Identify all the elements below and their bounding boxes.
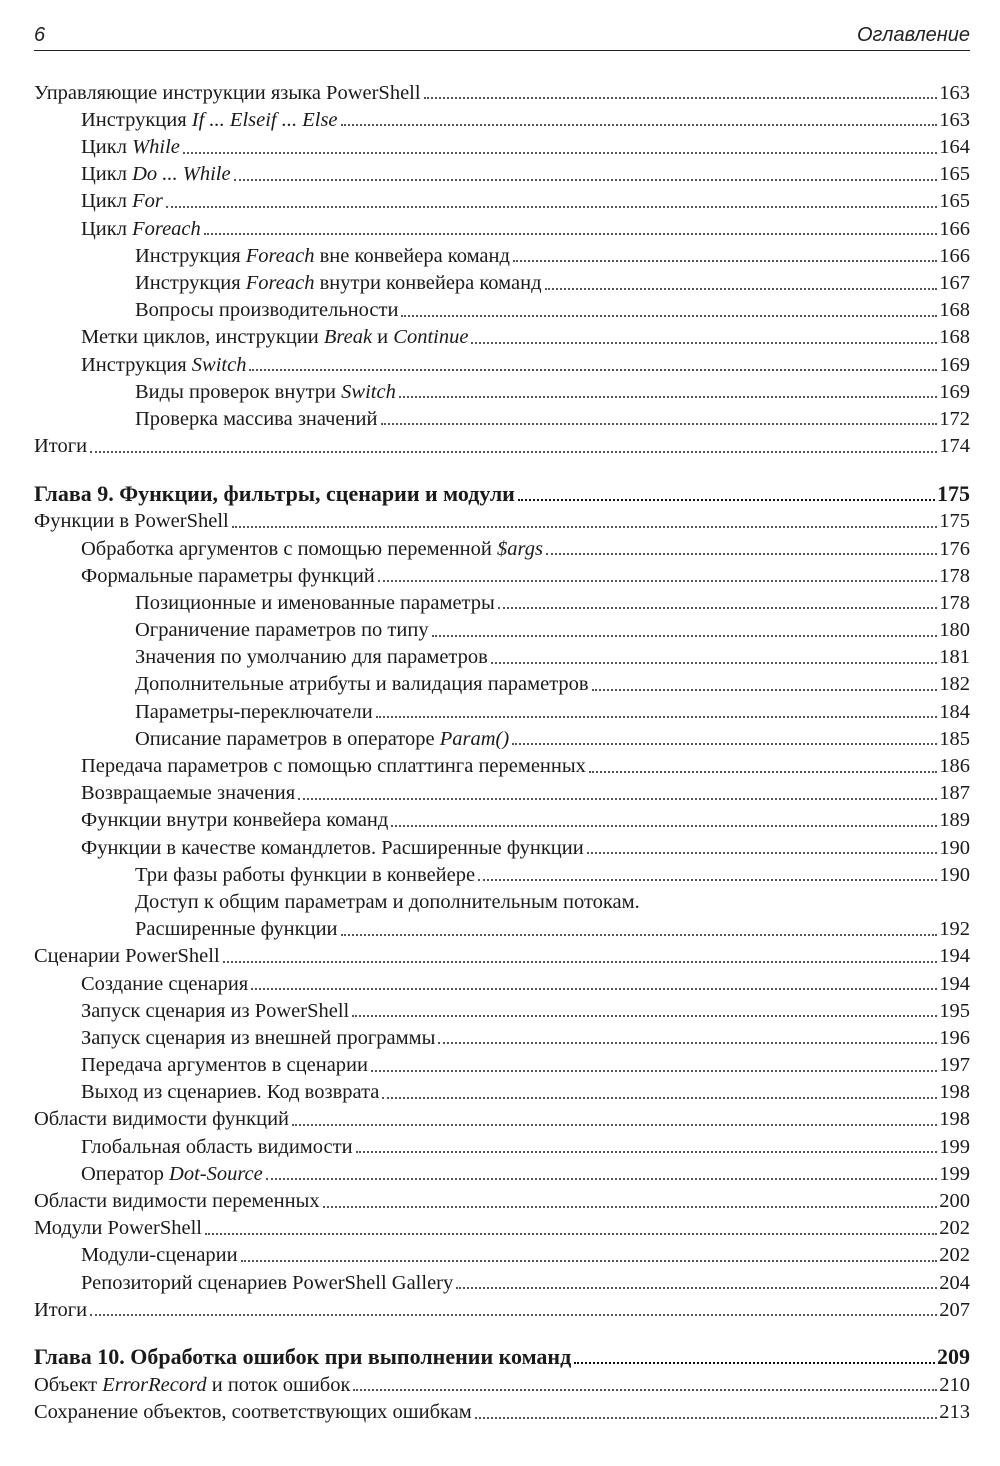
toc-leader-dots [424,97,938,99]
toc-title-segment: Области видимости переменных [34,1190,320,1212]
toc-entry[interactable] [34,1368,970,1395]
toc-title-segment: и поток ошибок [206,1373,351,1396]
toc-leader-dots [223,961,938,963]
toc-leader-dots [166,206,937,208]
toc-title-segment: Модули PowerShell [34,1217,203,1240]
toc-page-number: 175 [939,510,970,533]
toc-entry[interactable] [34,130,970,157]
toc-leader-dots [381,423,938,425]
toc-page-number: 209 [937,1344,970,1370]
toc-entry-title [34,83,421,104]
toc-leader-dots [382,1097,937,1099]
toc-title-segment: Доступ к общим параметрам и дополнительным потокам. [135,890,640,913]
toc-page-number: 169 [939,380,970,403]
toc-entry[interactable] [34,831,970,858]
toc-entry[interactable] [34,804,970,831]
toc-entry[interactable] [34,1395,970,1422]
toc-entry[interactable] [34,532,970,559]
toc-title-segment: Метки циклов, инструкции [81,326,324,349]
toc-leader-dots [356,1151,938,1153]
toc-title-segment: Описание параметров в операторе [135,727,440,750]
toc-entry[interactable] [34,212,970,239]
toc-entry[interactable] [34,76,970,103]
toc-page-number: 166 [939,244,970,267]
toc-page-number: 172 [939,407,970,430]
toc-title-segment: Возвращаемые значения [81,782,296,805]
toc-title-segment: Сценарии PowerShell [34,945,220,968]
toc-page-number: 182 [939,673,970,696]
toc-leader-dots [512,743,937,745]
toc-entry-title [81,1164,263,1185]
toc-title-segment: Функции внутри конвейера команд [81,809,389,832]
toc-entry[interactable] [34,266,970,293]
toc-entry-title [81,756,586,777]
toc-entry-title [135,409,378,430]
toc-title-segment: Оператор [81,1162,170,1185]
toc-entry[interactable] [34,668,970,695]
toc-chapter-entry[interactable] [34,477,970,505]
toc-page-number: 185 [939,727,970,750]
toc-page-number: 168 [939,299,970,322]
toc-entry-title [81,1001,349,1022]
toc-title-segment: Глава 9. Функции, фильтры, сценарии и модули [34,480,515,506]
toc-leader-dots [391,825,937,827]
toc-entry-title [135,729,509,750]
section-title: Оглавление [856,24,970,46]
toc-entry-title [81,1055,368,1076]
toc-entry[interactable] [34,749,970,776]
toc-entry[interactable] [34,613,970,640]
toc-entry-title [135,892,640,913]
toc-title-segment: вне конвейера команд [314,244,510,267]
toc-title-segment: ErrorRecord [102,1373,207,1396]
toc-page-number: 199 [939,1162,970,1185]
toc-entry-title [135,246,510,267]
toc-page-number: 198 [939,1108,970,1131]
toc-title-segment: Запуск сценария из внешней программы [81,1026,436,1049]
running-head [34,22,970,51]
toc-entry-title [135,919,338,940]
toc-leader-dots [266,1178,937,1180]
toc-page-number: 164 [939,136,970,159]
toc-entry[interactable] [34,375,970,402]
toc-title-segment: внутри конвейера команд [314,272,542,294]
toc-entry-title [81,355,246,376]
toc-entry[interactable] [34,1239,970,1266]
toc-page-number: 190 [939,836,970,859]
toc-chapter-entry[interactable] [34,1340,970,1368]
toc-page-number: 202 [939,1244,970,1267]
toc-entry[interactable] [34,1048,970,1075]
toc-leader-dots [234,179,938,181]
toc-title-segment: Модули-сценарии [81,1244,238,1267]
toc-entry[interactable] [34,348,970,375]
toc-leader-dots [587,852,938,854]
toc-title-segment: Глобальная область видимости [81,1135,353,1158]
toc-leader-dots [341,124,938,126]
toc-entry-title [34,1300,87,1321]
toc-entry-title [135,865,475,886]
toc-entry-title [81,327,468,348]
toc-entry-title [81,1273,453,1294]
toc-page-number: 190 [939,863,970,886]
toc-title-segment: Foreach [132,217,201,240]
toc-title-segment: Инструкция [135,244,246,267]
toc-leader-dots [292,1124,937,1126]
toc-entry-title [34,1375,350,1396]
toc-leader-dots [251,988,937,990]
toc-leader-dots [518,499,935,501]
toc-title-segment: Foreach [245,244,315,267]
toc-page-number: 195 [939,999,970,1022]
toc-entry-title [34,1191,320,1212]
toc-entry-title [81,810,388,831]
toc-leader-dots [399,396,937,398]
toc-leader-dots [456,1287,937,1289]
toc-entry[interactable] [34,858,970,885]
toc-title-segment: Функции в PowerShell [34,510,229,533]
toc-title-segment: Ограничение параметров по типу [135,619,429,642]
toc-page-number: 167 [939,272,970,294]
toc-entry[interactable] [34,586,970,613]
toc-entry[interactable] [34,994,970,1021]
toc-entry-title [81,137,180,158]
toc-leader-dots [491,662,937,664]
toc-page-number: 184 [939,700,970,723]
toc-title-segment: Вопросы производительности [135,299,399,322]
toc-entry[interactable] [34,239,970,266]
toc-page-number: 176 [939,537,970,560]
toc-leader-dots [592,689,938,691]
toc-page-number: 196 [939,1026,970,1049]
toc-title-segment: Управляющие инструкции языка PowerShell [34,81,421,104]
toc-entry[interactable] [34,1184,970,1211]
toc-entry-title [34,1218,202,1239]
toc-leader-dots [471,342,937,344]
toc-title-segment: Передача параметров с помощью сплаттинга переменных [81,755,586,777]
toc-title-segment: Break [323,326,373,349]
toc-entry[interactable] [34,912,970,939]
toc-title-segment: Значения по умолчанию для параметров [135,646,488,669]
toc-entry[interactable] [34,885,970,912]
toc-title-segment: Foreach [245,272,315,294]
toc-title-segment: Итоги [34,435,88,458]
toc-page-number: 187 [939,782,970,805]
toc-leader-dots [545,288,938,290]
toc-entry-title [34,511,229,532]
toc-title-segment: Области видимости функций [34,1108,290,1131]
toc-entry-title [34,480,515,506]
toc-leader-dots [249,369,937,371]
toc-leader-dots [352,1015,937,1017]
toc-leader-dots [353,1389,937,1391]
toc-entry-title [135,620,429,641]
toc-entry[interactable] [34,722,970,749]
toc-entry-title [81,164,231,185]
toc-title-segment: Цикл [81,136,133,159]
toc-entry-title [81,1028,435,1049]
toc-title-segment: Создание сценария [81,972,249,995]
toc-page-number: 192 [939,918,970,941]
page-number: 6 [34,24,46,46]
toc-entry[interactable] [34,505,970,532]
toc-entry[interactable] [34,1103,970,1130]
toc-leader-dots [90,1314,937,1316]
toc-page-number: 163 [939,81,970,104]
toc-title-segment: Цикл [81,190,133,213]
toc-entry[interactable] [34,940,970,967]
toc-title-segment: Дополнительные атрибуты и валидация параметров [135,673,589,696]
toc-page-number: 197 [939,1054,970,1077]
toc-entry-title [135,382,396,403]
toc-entry-title [34,1346,571,1368]
toc-entry-title [34,436,87,457]
toc-entry[interactable] [34,321,970,348]
toc-leader-dots [513,260,937,262]
toc-page-number: 166 [939,217,970,240]
toc-page-number: 165 [939,190,970,213]
toc-page-number: 210 [939,1373,970,1396]
toc-entry-title [81,191,163,212]
toc-leader-dots [241,1260,938,1262]
toc-entry[interactable] [34,1130,970,1157]
toc-page-number: 198 [939,1081,970,1104]
toc-page-number: 175 [937,480,970,506]
toc-page-number: 165 [939,163,970,186]
toc-title-segment: Проверка массива значений [135,407,378,430]
toc-page-number: 186 [939,755,970,777]
toc-leader-dots [438,1042,937,1044]
toc-entry[interactable] [34,695,970,722]
toc-leader-dots [432,635,938,637]
toc-entry[interactable] [34,777,970,804]
toc-entry-title [135,674,589,695]
toc-title-segment: If ... Elseif ... Else [191,108,338,131]
toc-title-segment: Запуск сценария из PowerShell [81,999,350,1022]
toc-page-number: 178 [939,591,970,614]
toc-page-number: 194 [939,972,970,995]
toc-leader-dots [298,798,937,800]
toc-title-segment: Репозиторий сценариев PowerShell Gallery [81,1271,454,1294]
toc-leader-dots [90,451,937,453]
toc-leader-dots [475,1417,938,1419]
toc-entry-title [135,273,542,294]
toc-entry[interactable] [34,402,970,429]
toc-leader-dots [401,315,937,317]
toc-page-number: 213 [939,1401,970,1424]
toc-entry-title [34,1402,472,1423]
toc-entry-title [81,110,338,131]
toc-title-segment: Глава 10. Обработка ошибок при выполнении команд [34,1344,572,1370]
toc-title-segment: Итоги [34,1298,88,1321]
toc-title-segment: Передача аргументов в сценарии [81,1054,368,1077]
toc-entry[interactable] [34,1021,970,1048]
toc-entry-title [81,838,584,859]
toc-page-number: 168 [939,326,970,349]
toc-title-segment: While [132,136,180,159]
toc-title-segment: Инструкция [81,353,192,376]
toc-entry[interactable] [34,1293,970,1320]
toc-page-number: 178 [939,564,970,587]
toc-entry[interactable] [34,641,970,668]
toc-page-number: 189 [939,809,970,832]
toc-title-segment: Цикл [81,163,133,186]
toc-title-segment: Три фазы работы функции в конвейере [135,863,476,886]
toc-page-number: 204 [939,1271,970,1294]
toc-leader-dots [341,934,938,936]
toc-title-segment: Continue [393,326,469,349]
toc-entry-title [81,974,248,995]
toc-page-number: 163 [939,108,970,131]
toc-entry-title [135,300,398,321]
toc-entry-title [135,702,373,723]
toc-entry-title [135,593,495,614]
toc-page-number: 180 [939,619,970,642]
toc-page-number: 202 [939,1217,970,1240]
toc-leader-dots [232,526,938,528]
toc-entry[interactable] [34,1157,970,1184]
toc-title-segment: Формальные параметры функций [81,564,375,587]
toc-entry-title [81,219,201,240]
toc-title-segment: For [132,190,163,213]
toc-leader-dots [574,1362,935,1364]
toc-title-segment: и [372,326,394,349]
toc-leader-dots [204,233,937,235]
toc-title-segment: Позиционные и именованные параметры [135,591,495,614]
toc-title-segment: Выход из сценариев. Код возврата [81,1081,380,1104]
toc-entry-title [81,1082,379,1103]
toc-title-segment: Инструкция [135,272,246,294]
toc-entry[interactable] [34,429,970,456]
toc-title-segment: Функции в качестве командлетов. Расширенные функции [81,836,584,859]
toc-leader-dots [498,607,937,609]
toc-entry[interactable] [34,1076,970,1103]
toc-entry[interactable] [34,294,970,321]
toc-entry-title [81,1245,238,1266]
toc-entry-title [34,1109,289,1130]
toc-leader-dots [589,771,937,773]
toc-page-number: 207 [939,1298,970,1321]
toc-page-number: 194 [939,945,970,968]
toc-title-segment: Параметры-переключатели [135,700,373,723]
toc-leader-dots [546,553,937,555]
toc-page-number: 200 [939,1190,970,1212]
toc-entry[interactable] [34,158,970,185]
toc-leader-dots [376,716,938,718]
toc-leader-dots [323,1206,938,1208]
toc-entry-title [81,1137,353,1158]
toc-title-segment: $args [496,537,543,560]
toc-entry-title [81,783,295,804]
toc-title-segment: Switch [191,353,247,376]
toc-entry[interactable] [34,967,970,994]
table-of-contents [34,76,970,1423]
toc-entry[interactable] [34,1266,970,1293]
toc-leader-dots [205,1233,937,1235]
toc-entry-title [81,566,375,587]
toc-entry[interactable] [34,103,970,130]
toc-title-segment: Обработка аргументов с помощью переменной [81,537,497,560]
toc-title-segment: Расширенные функции [135,918,338,941]
toc-entry-title [81,539,543,560]
toc-page-number: 169 [939,353,970,376]
toc-title-segment: Do ... While [132,163,231,186]
toc-leader-dots [183,152,937,154]
toc-entry[interactable] [34,559,970,586]
toc-title-segment: Сохранение объектов, соответствующих ошибкам [34,1401,472,1424]
toc-title-segment: Param() [439,727,510,750]
toc-title-segment: Dot-Source [169,1162,263,1185]
toc-entry-title [135,647,488,668]
toc-title-segment: Виды проверок внутри [135,380,342,403]
toc-page-number: 181 [939,646,970,669]
toc-title-segment: Инструкция [81,108,192,131]
toc-leader-dots [378,580,937,582]
toc-title-segment: Цикл [81,217,133,240]
toc-title-segment: Объект [34,1373,103,1396]
toc-entry[interactable] [34,185,970,212]
toc-page-number: 199 [939,1135,970,1158]
toc-entry-title [34,946,220,967]
toc-leader-dots [478,879,937,881]
toc-page-number: 174 [939,435,970,458]
toc-leader-dots [371,1070,937,1072]
toc-entry[interactable] [34,1212,970,1239]
toc-title-segment: Switch [341,380,396,403]
